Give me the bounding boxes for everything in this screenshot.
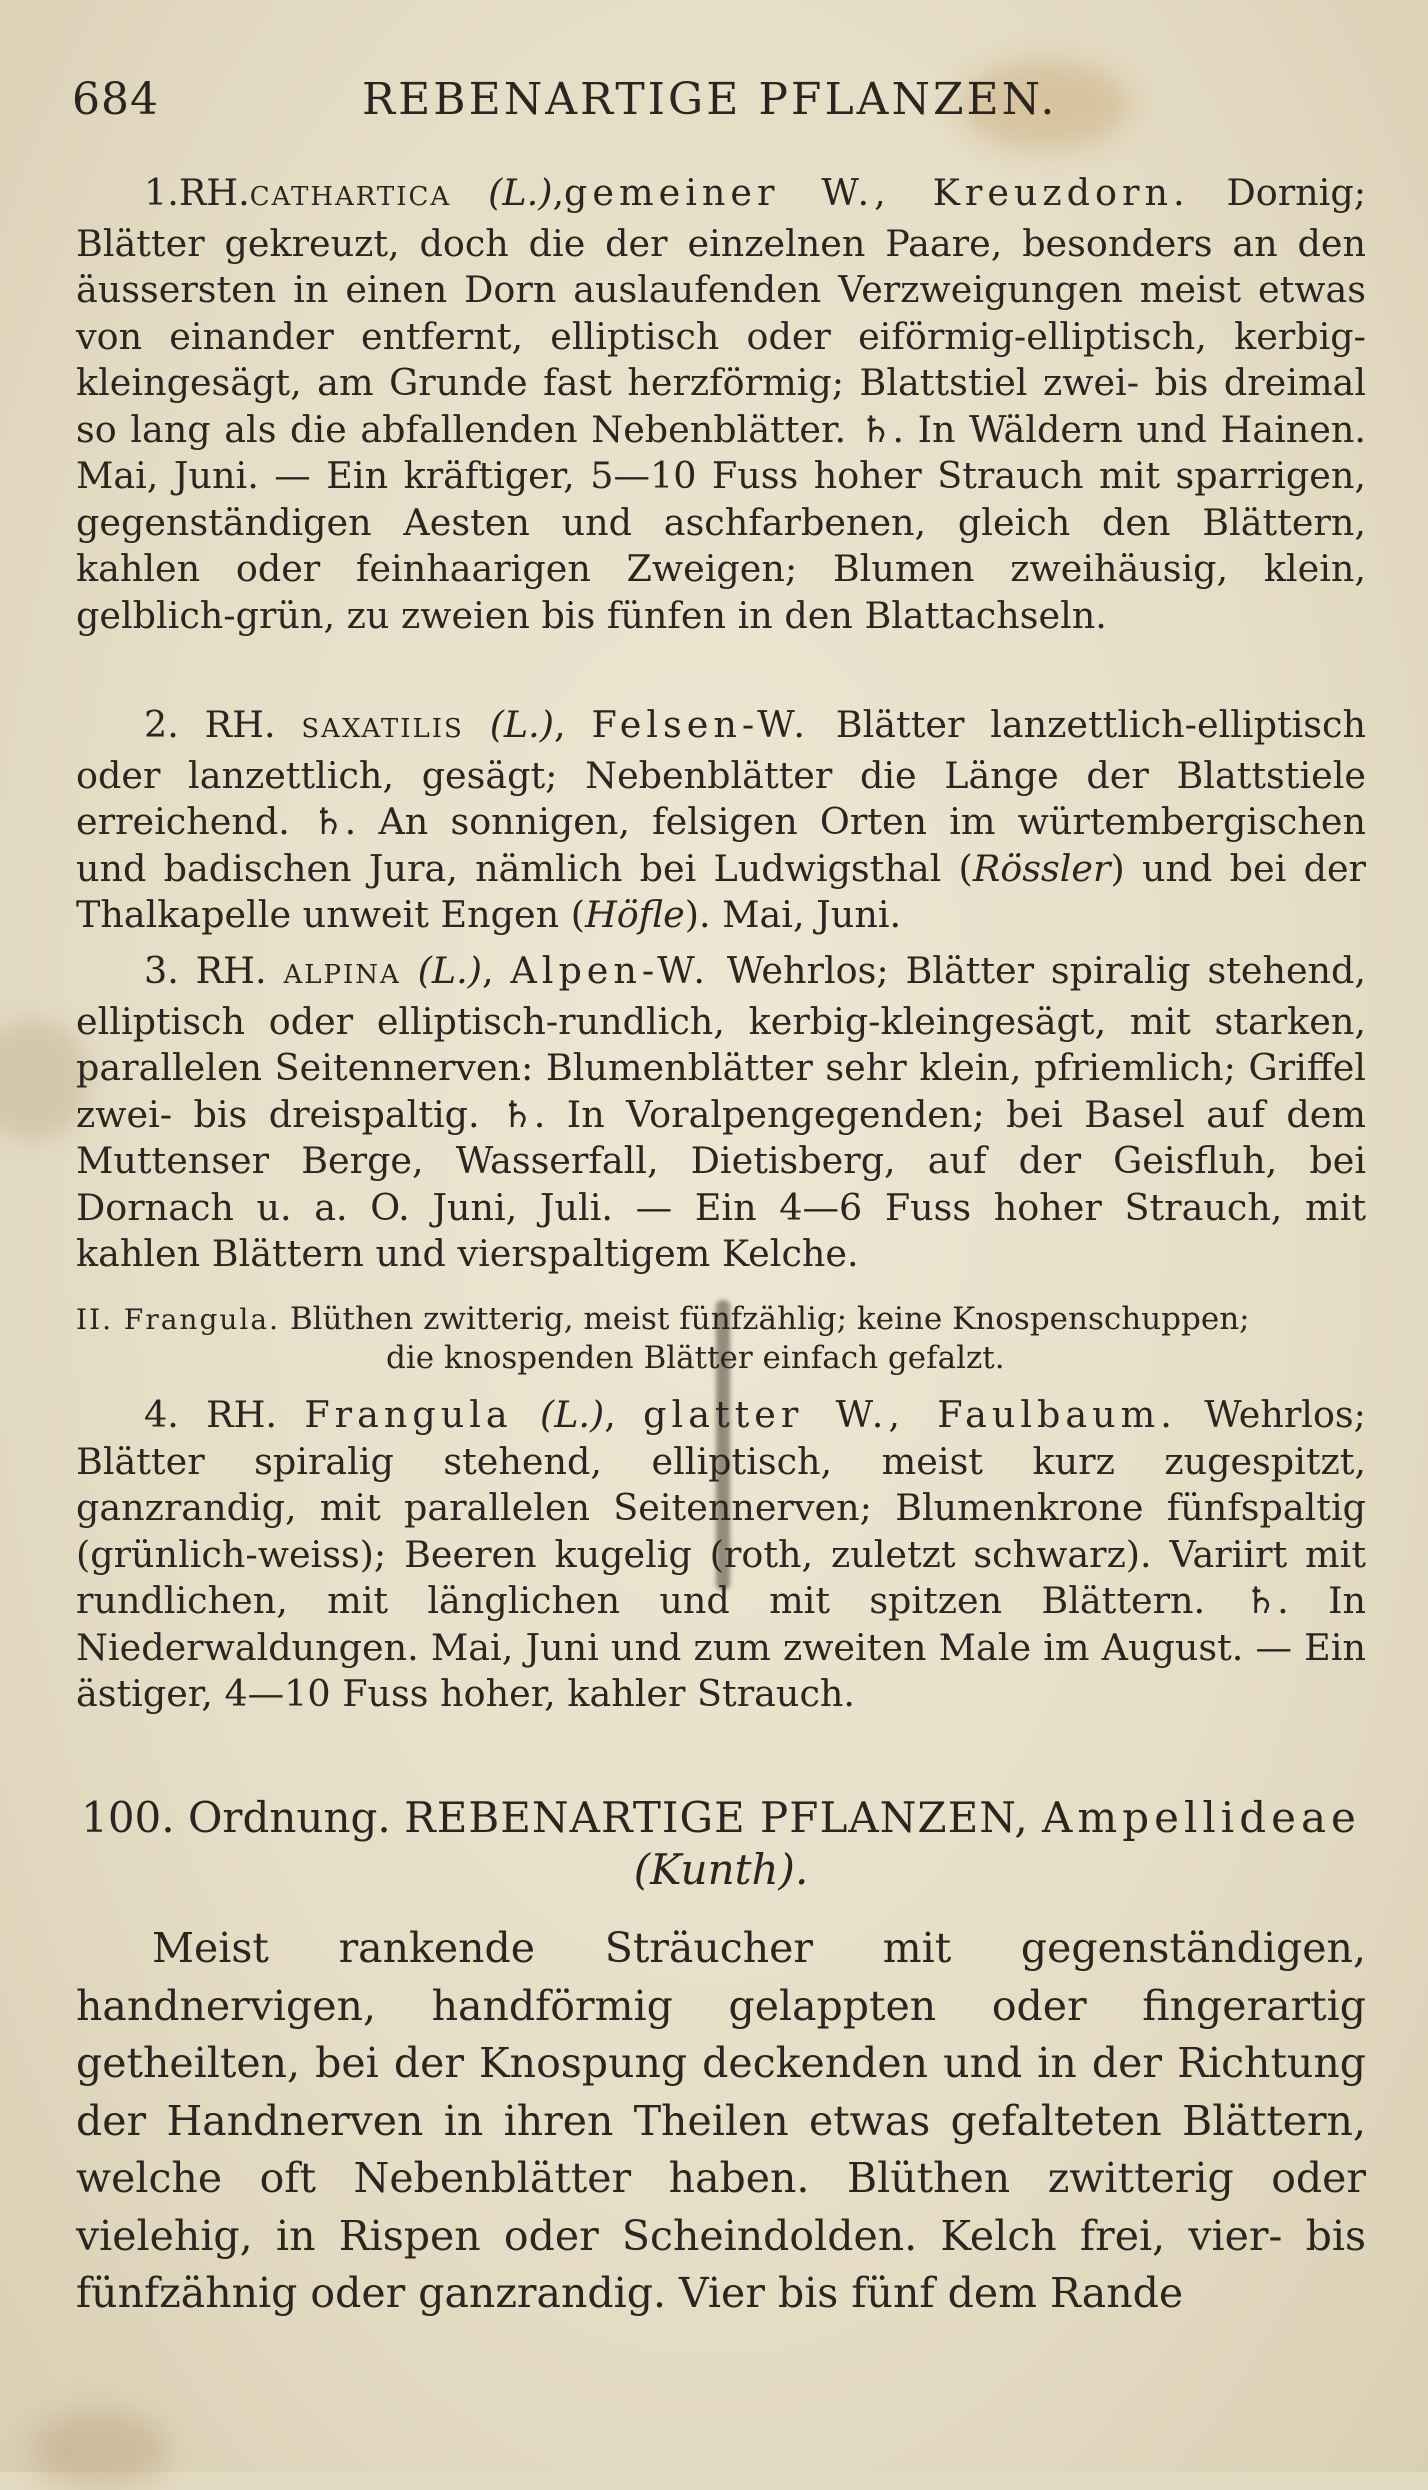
order-title: REBENARTIGE PFLANZEN,: [404, 1793, 1029, 1842]
author-citation: (L.): [539, 1393, 605, 1436]
paper-stain-bottom: [30, 2410, 170, 2490]
common-name: Felsen-W.: [591, 703, 810, 746]
species-entry-3: 3. RH. ALPINA (L.), Alpen-W. Wehrlos; Blätter spiralig stehend, elliptisch oder elliptisch-rundlich, kerbig-kleingesägt, mit starken, parallelen Seitennerven: Blumenblätter sehr klein, pfriemlich; Griffel zwei- bis dreispaltig. ♄. In Voralpengegenden; bei Basel auf dem Muttenser Berge, Wasserfall, Dietisberg, auf der Geisfluh, bei Dornach u. a. O. Juni, Juli. — Ein 4—6 Fuss hoher Strauch, mit kahlen Blättern und vierspaltigem Kelche.: [76, 949, 1367, 1275]
subgenus-label: II. Frangula.: [76, 1303, 280, 1336]
species-name: CATHARTICA: [249, 182, 452, 212]
order-latin-name: Ampellideae: [1042, 1793, 1361, 1842]
subgenus-heading: [76, 1300, 1366, 1377]
species-name: Frangula: [304, 1393, 513, 1436]
genus-abbrev: RH.: [195, 949, 267, 992]
entry-number: 3.: [144, 949, 179, 992]
page-number: 684: [72, 74, 159, 125]
page-header: [72, 74, 1362, 134]
common-name: gemeiner W., Kreuzdorn.: [564, 171, 1190, 214]
entry-description: Dornig; Blätter gekreuzt, doch die der einzelnen Paare, besonders an den äussersten in einen Dorn auslaufenden Verzweigungen meist etwas von einander entfernt, elliptisch oder eiförmig-elliptisch, kerbig-kleingesägt, am Grunde fast herzförmig; Blattstiel zwei- bis dreimal so lang als die abfallenden Nebenblätter. ♄. In Wäldern und Hainen. Mai, Juni. — Ein kräftiger, 5—10 Fuss hoher Strauch mit sparrigen, gegenständigen Aesten und aschfarbenen, gleich den Blättern, kahlen oder feinhaarigen Zweigen; Blumen zweihäusig, klein, gelblich-grün, zu zweien bis fünfen in den Blattachseln.: [76, 171, 1366, 637]
species-name: SAXATILIS: [301, 714, 464, 744]
subgenus-description-line2: die knospenden Blätter einfach gefalzt.: [386, 1340, 1005, 1376]
order-heading: [76, 1792, 1366, 1896]
entry-description: Wehrlos; Blätter spiralig stehend, elliptisch oder elliptisch-rundlich, kerbig-kleingesägt, mit starken, parallelen Seitennerven: Blumenblätter sehr klein, pfriemlich; Griffel zwei- bis dreispaltig. ♄. In Voralpengegenden; bei Basel auf dem Muttenser Berge, Wasserfall, Dietisberg, auf der Geisfluh, bei Dornach u. a. O. Juni, Juli. — Ein 4—6 Fuss hoher Strauch, mit kahlen Blättern und vierspaltigem Kelche.: [76, 949, 1367, 1275]
species-entry-4: 4. RH. Frangula (L.), glatter W., Faulbaum. Wehrlos; Blätter spiralig stehend, elliptisch, meist kurz zugespitzt, ganzrandig, mit parallelen Seitennerven; Blumenkrone fünfspaltig (grünlich-weiss); Beeren kugelig (roth, zuletzt schwarz). Variirt mit rundlichen, mit länglichen und mit spitzen Blättern. ♄. In Niederwaldungen. Mai, Juni und zum zweiten Male im August. — Ein ästiger, 4—10 Fuss hoher, kahler Strauch.: [76, 1393, 1366, 1715]
order-description: [76, 1920, 1366, 2323]
running-title: REBENARTIGE PFLANZEN.: [362, 74, 1058, 125]
genus-abbrev: RH.: [204, 703, 276, 746]
genus-abbrev: RH.: [178, 171, 250, 214]
entry-description: Blätter lanzettlich-elliptisch oder lanzettlich, gesägt; Nebenblätter die Länge der Blattstiele erreichend. ♄. An sonnigen, felsigen Orten im würtembergischen und badischen Jura, nämlich bei Ludwigsthal (: [76, 703, 1366, 890]
author-citation: (L.): [417, 949, 482, 992]
species-entry-1: 1.RH.CATHARTICA (L.),gemeiner W., Kreuzdorn. Dornig; Blätter gekreuzt, doch die der einzelnen Paare, besonders an den äussersten in einen Dorn auslaufenden Verzweigungen meist etwas von einander entfernt, elliptisch oder eiförmig-elliptisch, kerbig-kleingesägt, am Grunde fast herzförmig; Blattstiel zwei- bis dreimal so lang als die abfallenden Nebenblätter. ♄. In Wäldern und Hainen. Mai, Juni. — Ein kräftiger, 5—10 Fuss hoher Strauch mit sparrigen, gegenständigen Aesten und aschfarbenen, gleich den Blättern, kahlen oder feinhaarigen Zweigen; Blumen zweihäusig, klein, gelblich-grün, zu zweien bis fünfen in den Blattachseln.: [76, 171, 1366, 637]
subgenus-description-line1: Blüthen zwitterig, meist fünfzählig; keine Knospenschuppen;: [289, 1301, 1250, 1337]
entry-description: Wehrlos; Blätter spiralig stehend, elliptisch, meist kurz zugespitzt, ganzrandig, mit parallelen Seitennerven; Blumenkrone fünfspaltig (grünlich-weiss); Beeren kugelig (roth, zuletzt schwarz). Variirt mit rundlichen, mit länglichen und mit spitzen Blättern. ♄. In Niederwaldungen. Mai, Juni und zum zweiten Male im August. — Ein ästiger, 4—10 Fuss hoher, kahler Strauch.: [76, 1393, 1366, 1715]
species-name: ALPINA: [283, 960, 401, 990]
entry-number: 1.: [144, 171, 179, 214]
collector-reference: Höfle: [584, 893, 685, 936]
common-name: Alpen-W.: [510, 949, 710, 992]
common-name: glatter W., Faulbaum.: [643, 1393, 1177, 1436]
entry-number: 4.: [144, 1393, 179, 1436]
order-label: 100. Ordnung.: [81, 1793, 391, 1842]
entry-number: 2.: [144, 703, 179, 746]
species-entry-2: 2. RH. SAXATILIS (L.), Felsen-W. Blätter lanzettlich-elliptisch oder lanzettlich, gesägt; Nebenblätter die Länge der Blattstiele erreichend. ♄. An sonnigen, felsigen Orten im würtembergischen und badischen Jura, nämlich bei Ludwigsthal (Rössler) und bei der Thalkapelle unweit Engen (Höfle). Mai, Juni.: [76, 703, 1367, 936]
author-citation: (L.): [488, 171, 553, 214]
order-author: (Kunth).: [633, 1845, 809, 1894]
order-description-text: Meist rankende Sträucher mit gegenständigen, handnervigen, handförmig gelappten oder fingerartig getheilten, bei der Knospung deckenden und in der Richtung der Handnerven in ihren Theilen etwas gefalteten Blättern, welche oft Nebenblätter haben. Blüthen zwitterig oder vielehig, in Rispen oder Scheindolden. Kelch frei, vier- bis fünfzähnig oder ganzrandig. Vier bis fünf dem Rande: [76, 1924, 1366, 2317]
collector-reference: Rössler: [972, 846, 1111, 890]
genus-abbrev: RH.: [206, 1393, 278, 1436]
author-citation: (L.): [489, 703, 555, 746]
